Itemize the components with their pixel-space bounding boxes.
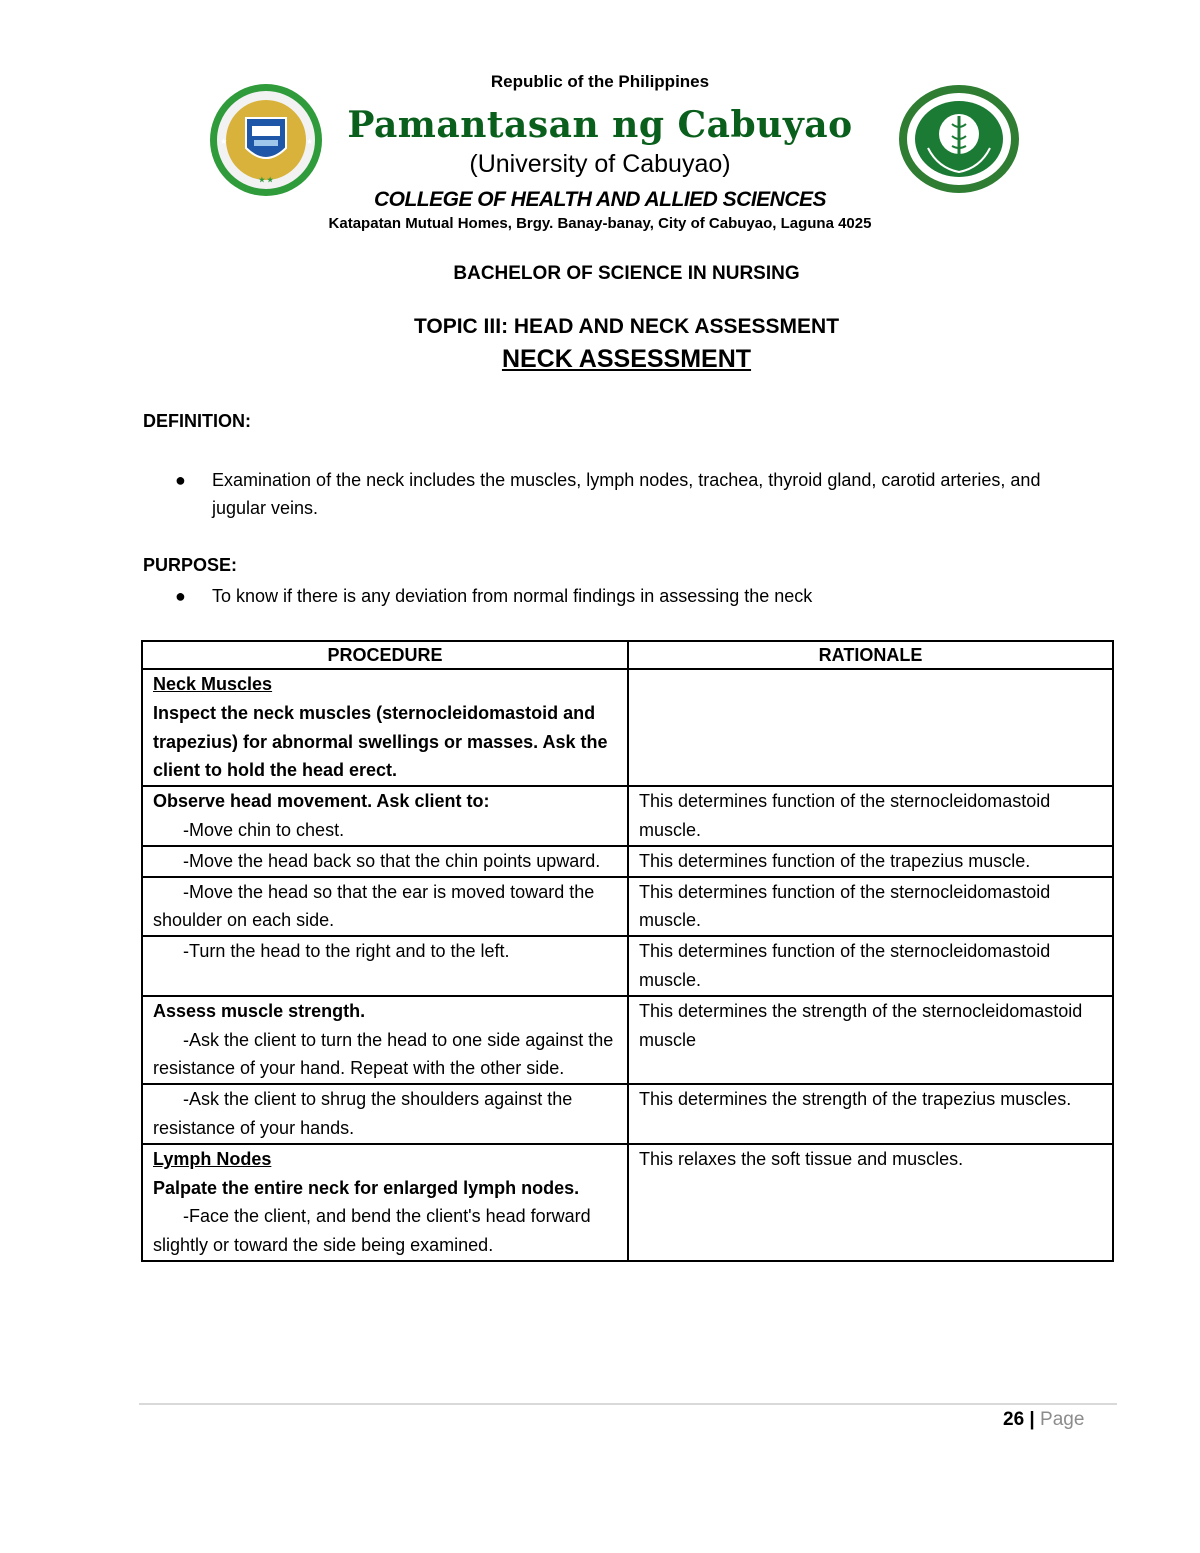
svg-text:★: ★: [220, 137, 228, 146]
purpose-label: PURPOSE:: [143, 555, 238, 575]
topic-title: TOPIC III: HEAD AND NECK ASSESSMENT: [413, 315, 840, 338]
rationale-cell: This determines function of the sternocleidomastoid muscle.: [628, 936, 1113, 996]
table-row: [142, 1144, 1113, 1261]
purpose-text: To know if there is any deviation from normal findings in assessing the neck: [212, 586, 813, 606]
table-header-row: [142, 641, 1113, 669]
table-row: [142, 669, 1113, 786]
university-name-english: (University of Cabuyao): [469, 150, 731, 178]
rationale-cell: [628, 669, 1113, 786]
procedure-table: [141, 640, 1114, 1262]
section-heading: Lymph Nodes: [153, 1148, 272, 1169]
procedure-bold-text: Observe head movement. Ask client to:: [153, 791, 490, 812]
procedure-step-text: -Turn the head to the right and to the left.: [183, 941, 510, 962]
procedure-cell: [142, 669, 628, 786]
page-separator: |: [1029, 1409, 1035, 1430]
table-row: [142, 786, 1113, 846]
table-row: [142, 846, 1113, 877]
definition-bullet: [175, 466, 1095, 526]
procedure-cell: [142, 1084, 628, 1144]
college-name: COLLEGE OF HEALTH AND ALLIED SCIENCES: [373, 188, 827, 211]
page-number-value: 26: [1003, 1409, 1025, 1430]
page-number: [1003, 1409, 1084, 1431]
table-row: [142, 936, 1113, 996]
procedure-cell: [142, 1144, 628, 1261]
procedure-bold-text: Assess muscle strength.: [153, 1000, 366, 1021]
page-word: Page: [1040, 1409, 1085, 1430]
table-row: [142, 996, 1113, 1084]
procedure-bold-text: Inspect the neck muscles (sternocleidomastoid and trapezius) for abnormal swellings or masses. Ask the client to hold the head erect.: [153, 702, 608, 781]
procedure-step-text: -Face the client, and bend the client's head forward slightly or toward the side being examined.: [153, 1206, 591, 1256]
rationale-cell: This determines the strength of the trapezius muscles.: [628, 1084, 1113, 1144]
rationale-cell: This determines the strength of the sternocleidomastoid muscle: [628, 996, 1113, 1084]
program-title: BACHELOR OF SCIENCE IN NURSING: [453, 263, 800, 284]
section-heading: Neck Muscles: [153, 674, 273, 694]
footer-divider: [139, 1403, 1117, 1405]
procedure-step-text: -Ask the client to shrug the shoulders against the resistance of your hands.: [153, 1089, 573, 1138]
svg-text:★: ★: [306, 137, 314, 146]
procedure-cell: [142, 996, 628, 1084]
rationale-cell: This determines function of the sternocleidomastoid muscle.: [628, 786, 1113, 846]
procedure-cell: [142, 846, 628, 877]
bullet-icon: ●: [175, 470, 186, 490]
procedure-step-text: -Move the head so that the ear is moved toward the shoulder on each side.: [153, 881, 595, 931]
procedure-step-text: -Move the head back so that the chin points upward.: [183, 850, 601, 871]
definition-label: DEFINITION:: [143, 411, 251, 431]
procedure-cell: [142, 786, 628, 846]
procedure-header: PROCEDURE: [142, 641, 628, 669]
college-seal-logo: [898, 84, 1020, 194]
university-name: Pamantasan ng Cabuyao: [347, 104, 853, 146]
header-republic: Republic of the Philippines: [490, 72, 710, 91]
table-row: [142, 877, 1113, 937]
rationale-cell: This determines function of the sternocleidomastoid muscle.: [628, 877, 1113, 937]
rationale-cell: This determines function of the trapezius muscle.: [628, 846, 1113, 877]
procedure-cell: [142, 877, 628, 937]
rationale-cell: This relaxes the soft tissue and muscles.: [628, 1144, 1113, 1261]
university-seal-logo: [208, 82, 324, 198]
svg-text:★ ★: ★ ★: [258, 177, 274, 184]
procedure-bold-text: Palpate the entire neck for enlarged lymph nodes.: [153, 1177, 580, 1198]
bullet-icon: ●: [175, 586, 186, 606]
table-row: [142, 1084, 1113, 1144]
purpose-bullet: [175, 582, 1095, 612]
definition-text: Examination of the neck includes the muscles, lymph nodes, trachea, thyroid gland, carotid arteries, and jugular veins.: [212, 470, 1041, 518]
procedure-step-text: -Ask the client to turn the head to one side against the resistance of your hand. Repeat with the other side.: [153, 1029, 614, 1079]
college-address: Katapatan Mutual Homes, Brgy. Banay-banay, City of Cabuyao, Laguna 4025: [328, 215, 872, 232]
procedure-cell: [142, 936, 628, 996]
procedure-step-text: -Move chin to chest.: [183, 819, 345, 840]
subtopic-title: NECK ASSESSMENT: [501, 345, 752, 373]
rationale-header: RATIONALE: [628, 641, 1113, 669]
